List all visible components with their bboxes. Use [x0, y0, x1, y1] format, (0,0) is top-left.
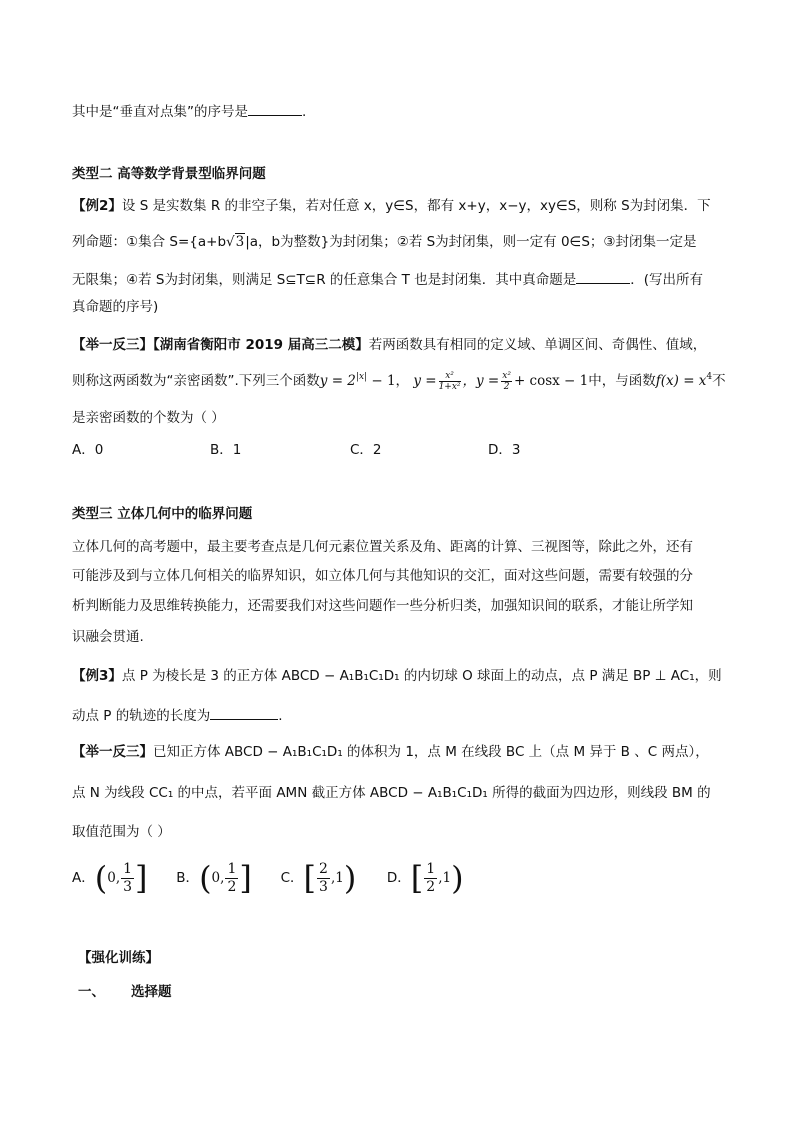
followup1-line1: 【举一反三】【湖南省衡阳市 2019 届高三二模】若两函数具有相同的定义域、单调区间、奇偶性、值域，: [72, 337, 707, 353]
followup2-line2: 点 N 为线段 CC₁ 的中点，若平面 AMN 截正方体 ABCD − A₁B₁C₁D₁ 所得的截面为四边形，则线段 BM 的: [72, 785, 711, 801]
followup2-line3: 取值范围为（ ）: [72, 824, 171, 840]
option-b: B．1: [210, 442, 242, 458]
fraction: $\frac{\text{x²}}{\text{1+x²}}$: [438, 370, 461, 392]
training-title: 【强化训练】: [78, 950, 159, 966]
followup2-line1: 【举一反三】已知正方体 ABCD − A₁B₁C₁D₁ 的体积为 1，点 M 在线段 BC 上（点 M 异于 B 、C 两点），: [72, 744, 709, 760]
example2-line3: 无限集；④若 S为封闭集，则满足 S⊆T⊆R 的任意集合 T 也是封闭集．其中真命题是 ．(写出所有: [72, 269, 703, 290]
line-vertical-point-set: 其中是“垂直对点集”的序号是 .: [72, 101, 306, 122]
section-heading-choice: 一、 选择题: [78, 984, 172, 1000]
option-a: A．0: [72, 442, 104, 458]
answer-blank: [210, 705, 278, 720]
followup1-line2: 则称这两函数为“亲密函数”.下列三个函数$y = 2^{|x|} - 1$， y = $\frac{\text{x²}}{\text{1+x²}}$ ，y = $\frac{\text{x²}}{2}$ + cosx − 1中，与函数$f(x) = x^4$不: [72, 370, 726, 392]
answer-blank: [576, 269, 630, 284]
answer-blank: [248, 101, 302, 116]
option-c: C．2: [350, 442, 382, 458]
fraction: $\frac{1}{2}$: [426, 860, 436, 895]
example3-line2: 动点 P 的轨迹的长度为 .: [72, 705, 283, 726]
followup1-line3: 是亲密函数的个数为（ ）: [72, 410, 225, 426]
fraction: $\frac{2}{3}$: [319, 860, 328, 895]
paragraph-line2: 可能涉及到与立体几何相关的临界知识，如立体几何与其他知识的交汇，面对这些问题，需要有较强的分: [72, 568, 693, 584]
section-title-type3: 类型三 立体几何中的临界问题: [72, 506, 253, 522]
option-c: C．[ $\frac{2}{3}$ ,1): [280, 859, 357, 897]
fraction: $\frac{1}{2}$: [227, 860, 237, 895]
example2-line4: 真命题的序号): [72, 299, 159, 315]
example2-line2: 列命题：①集合 S={a+b√3|a，b为整数}为封闭集；②若 S为封闭集，则一定有 0∈S；③封闭集一定是: [72, 234, 697, 250]
example2-line1: 【例2】设 S 是实数集 R 的非空子集，若对任意 x，y∈S，都有 x+y，x−y，xy∈S，则称 S为封闭集．下: [72, 198, 711, 214]
followup2-options: [72, 856, 464, 900]
fraction: $\frac{1}{3}$: [123, 860, 133, 895]
option-a: A．(0, $\frac{1}{3}$ ]: [72, 859, 148, 897]
example3-line1: 【例3】点 P 为棱长是 3 的正方体 ABCD − A₁B₁C₁D₁ 的内切球 O 球面上的动点，点 P 满足 BP ⊥ AC₁，则: [72, 668, 722, 684]
option-d: D．3: [488, 442, 521, 458]
followup1-options: [72, 440, 520, 460]
paragraph-line3: 析判断能力及思维转换能力，还需要我们对这些问题作一些分析归类，加强知识间的联系，才能让所学知: [72, 598, 693, 614]
option-b: B．(0, $\frac{1}{2}$ ]: [176, 859, 252, 897]
option-d: D．[ $\frac{1}{2}$ ,1): [386, 859, 464, 897]
section-title-type2: 类型二 高等数学背景型临界问题: [72, 166, 266, 182]
paragraph-line4: 识融会贯通.: [72, 629, 144, 645]
fraction: $\frac{\text{x²}}{2}$: [502, 370, 511, 392]
paragraph-line1: 立体几何的高考题中，最主要考查点是几何元素位置关系及角、距离的计算、三视图等，除此之外，还有: [72, 539, 693, 555]
